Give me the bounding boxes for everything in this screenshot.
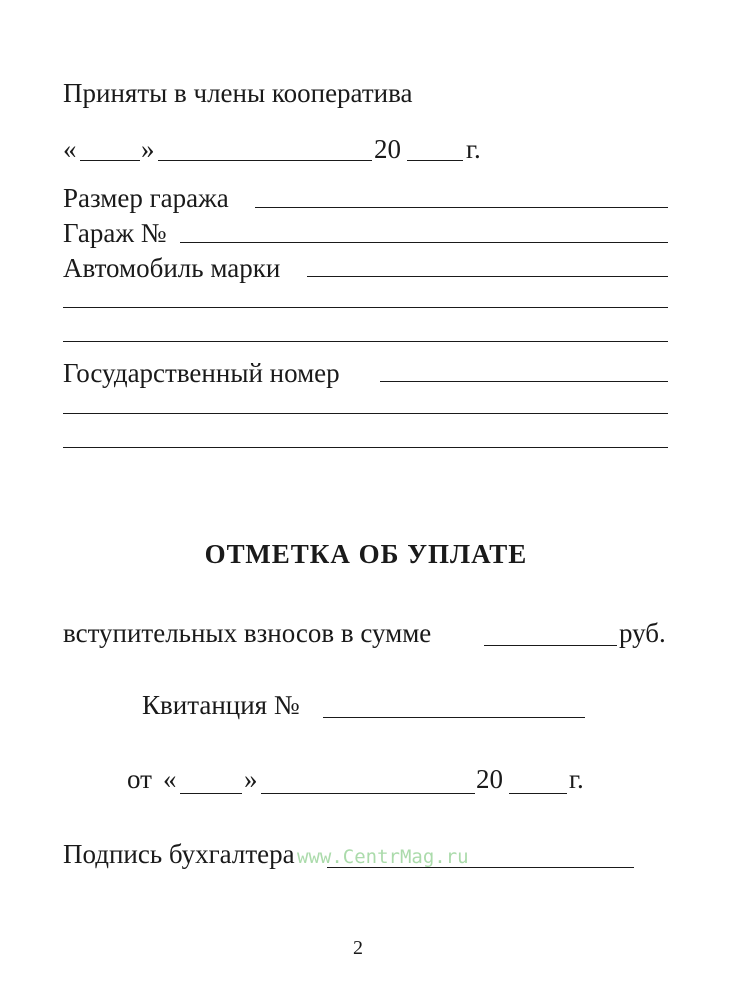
day-field-line[interactable]: [80, 160, 140, 161]
car-brand-field-line[interactable]: [307, 276, 668, 277]
payment-date-quote-open: «: [163, 764, 177, 794]
payment-date-quote-close: »: [244, 764, 258, 794]
fees-amount-field-line[interactable]: [484, 645, 617, 646]
payment-year-field-line[interactable]: [509, 793, 567, 794]
month-field-line[interactable]: [158, 160, 372, 161]
year-prefix: 20: [374, 134, 401, 164]
plate-number-extra-line-1[interactable]: [63, 413, 668, 414]
plate-number-label: Государственный номер: [63, 358, 340, 388]
car-brand-extra-line-2[interactable]: [63, 341, 668, 342]
receipt-label: Квитанция №: [142, 690, 300, 720]
page-number: 2: [353, 937, 363, 959]
payment-month-field-line[interactable]: [261, 793, 475, 794]
year-field-line[interactable]: [407, 160, 463, 161]
plate-number-field-line[interactable]: [380, 381, 668, 382]
garage-size-label: Размер гаража: [63, 183, 229, 213]
car-brand-label: Автомобиль марки: [63, 253, 281, 283]
year-suffix: г.: [466, 134, 481, 164]
garage-number-label: Гараж №: [63, 218, 167, 248]
site-watermark: www.CentrMag.ru: [297, 846, 469, 868]
payment-date-from-label: от: [127, 764, 152, 794]
fees-label: вступительных взносов в сумме: [63, 618, 432, 648]
payment-year-prefix: 20: [476, 764, 503, 794]
payment-heading: ОТМЕТКА ОБ УПЛАТЕ: [204, 539, 528, 569]
car-brand-extra-line-1[interactable]: [63, 307, 668, 308]
receipt-number-field-line[interactable]: [323, 717, 585, 718]
payment-day-field-line[interactable]: [180, 793, 242, 794]
currency-label: руб.: [619, 618, 666, 648]
date-quote-open: «: [63, 134, 77, 164]
plate-number-extra-line-2[interactable]: [63, 447, 668, 448]
admission-title: Приняты в члены кооператива: [63, 78, 413, 108]
garage-number-field-line[interactable]: [180, 242, 668, 243]
payment-year-suffix: г.: [569, 764, 584, 794]
date-quote-close: »: [141, 134, 155, 164]
signature-label: Подпись бухгалтера: [63, 839, 295, 869]
garage-size-field-line[interactable]: [255, 207, 668, 208]
